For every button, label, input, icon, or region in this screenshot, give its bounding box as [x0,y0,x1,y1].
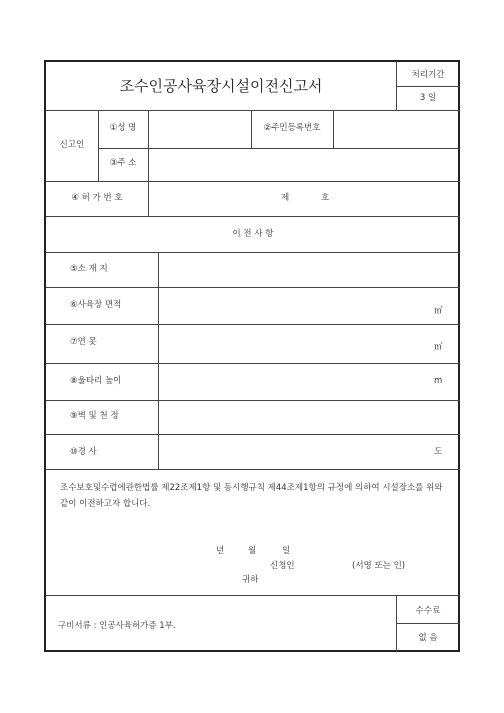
permit-suffix: 호 [321,193,330,203]
resident-number-field[interactable] [334,111,459,147]
item-area-label: ⑥사육장 면적 [70,300,122,310]
name-field[interactable] [149,111,250,147]
item-area-unit: ㎡ [434,306,443,316]
row-divider [46,400,460,401]
fee-value: 없 음 [418,633,438,643]
row-divider [46,434,460,435]
item-pond-unit: ㎡ [434,342,443,352]
signature-note: (서명 또는 인) [352,561,406,571]
item-location-label: ⑤소 재 지 [70,264,108,274]
row-divider [46,363,460,364]
fee-label: 수수료 [415,606,441,616]
item-pond-label: ⑦연 못 [70,337,97,347]
item-slope-label: ⑩경 사 [70,447,97,457]
item-wall-ceiling-label: ⑨벽 및 천 정 [70,411,119,421]
row-divider [46,252,460,253]
processing-divider [396,86,460,87]
applicant-label: 신고인 [59,140,85,150]
address-label: ③주 소 [109,158,137,168]
date-month: 월 [248,546,257,556]
permit-col-line [148,181,149,216]
row-divider [46,216,460,217]
relocation-section-title: 이 전 사 항 [232,229,274,239]
required-documents: 구비서류 : 인공사육허가증 1부. [58,621,176,631]
item-slope-unit: 도 [434,447,443,457]
applicant-col-line [98,110,99,181]
permit-number-label: ④ 허 가 번 호 [71,193,123,203]
name-label: ①성 명 [109,123,137,133]
form-title: 조수인공사육장시설이전신고서 [119,77,323,95]
item-fence-height-label: ⑧울타리 높이 [70,376,122,386]
date-day: 일 [282,546,291,556]
relocation-report-form [44,60,460,652]
fee-divider [396,623,460,624]
row-divider [46,181,460,182]
row-divider [46,324,460,325]
processing-period-value: 3 일 [419,93,437,103]
items-col-line [158,252,159,469]
row-divider [46,595,460,596]
processing-period-label: 처리기간 [411,70,445,80]
row-divider [46,287,460,288]
item-fence-height-unit: m [434,376,443,386]
permit-prefix: 제 [281,193,290,203]
row-divider [46,469,460,470]
date-year: 년 [216,546,225,556]
applicant-signature-label: 신청인 [270,561,295,571]
recipient-label: 귀하 [242,575,259,585]
resident-number-label: ②주민등록번호 [263,123,321,133]
statement-text: 조수보호및수렵에관한법률 제22조제1항 및 동시행규칙 제44조제1항의 규정에 의하여 시설장소를 위와 같이 이전하고자 합니다. [60,483,443,509]
address-field[interactable] [149,149,459,180]
